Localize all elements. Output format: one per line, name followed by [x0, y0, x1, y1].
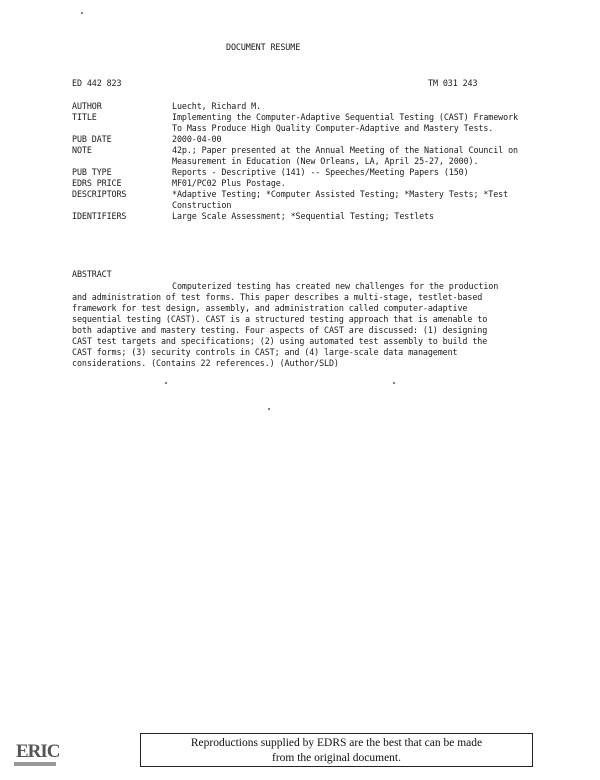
field-descriptors — [72, 189, 532, 211]
abstract-heading: ABSTRACT — [72, 269, 112, 279]
field-value: MF01/PC02 Plus Postage. — [172, 178, 286, 188]
field-value: 42p.; Paper presented at the Annual Meeting of the National Council on Measurement in Education (New Orleans, LA, April 25-27, 2000). — [172, 145, 518, 166]
field-label: NOTE — [72, 145, 92, 155]
eric-logo-bar — [14, 762, 56, 766]
field-author — [72, 101, 532, 112]
field-title — [72, 112, 532, 134]
document-heading: DOCUMENT RESUME — [226, 42, 301, 52]
field-value: Large Scale Assessment; *Sequential Testing; Testlets — [172, 211, 434, 221]
field-label: EDRS PRICE — [72, 178, 122, 188]
field-value: *Adaptive Testing; *Computer Assisted Testing; *Mastery Tests; *Test Construction — [172, 189, 509, 210]
speck-mark — [268, 408, 270, 410]
field-value: Luecht, Richard M. — [172, 101, 261, 111]
abstract-text: Computerized testing has created new challenges for the production and administration of test forms. This paper describes a multi-stage, testlet-based framework for test design, assembly, and administration called computer-adaptive sequential testing (CAST). CAST is a structured testing approach that is amenable to both adaptive and mastery testing. Four aspects of CAST are discussed: (1) designing CAST test targets and specifications; (2) using automated test assembly to build the CAST forms; (3) security controls in CAST; and (4) large-scale data management considerations. (Contains 22 references.) (Author/SLD) — [72, 281, 499, 368]
tm-number: TM 031 243 — [428, 78, 478, 88]
field-label: PUB DATE — [72, 134, 112, 144]
metadata-fields — [72, 101, 532, 222]
field-pub-type — [72, 167, 532, 178]
field-label: TITLE — [72, 112, 97, 122]
speck-mark — [165, 382, 167, 384]
eric-logo — [14, 741, 60, 769]
field-label: IDENTIFIERS — [72, 211, 127, 221]
field-label: AUTHOR — [72, 101, 102, 111]
field-value: Implementing the Computer-Adaptive Sequential Testing (CAST) Framework To Mass Produce High Quality Computer-Adaptive and Mastery Tests. — [172, 112, 518, 133]
ed-number: ED 442 823 — [72, 78, 122, 88]
field-identifiers — [72, 211, 532, 222]
reproduction-notice-line2: from the original document. — [271, 752, 402, 764]
reproduction-notice-line1: Reproductions supplied by EDRS are the best that can be made — [190, 737, 483, 749]
reproduction-notice — [140, 733, 533, 767]
eric-logo-text: ERIC — [16, 741, 60, 762]
speck-mark — [393, 382, 395, 384]
field-pub-date — [72, 134, 532, 145]
field-edrs-price — [72, 178, 532, 189]
field-note — [72, 145, 532, 167]
speck-mark — [81, 12, 83, 14]
field-label: PUB TYPE — [72, 167, 112, 177]
field-label: DESCRIPTORS — [72, 189, 127, 199]
field-value: 2000-04-00 — [172, 134, 222, 144]
field-value: Reports - Descriptive (141) -- Speeches/Meeting Papers (150) — [172, 167, 469, 177]
